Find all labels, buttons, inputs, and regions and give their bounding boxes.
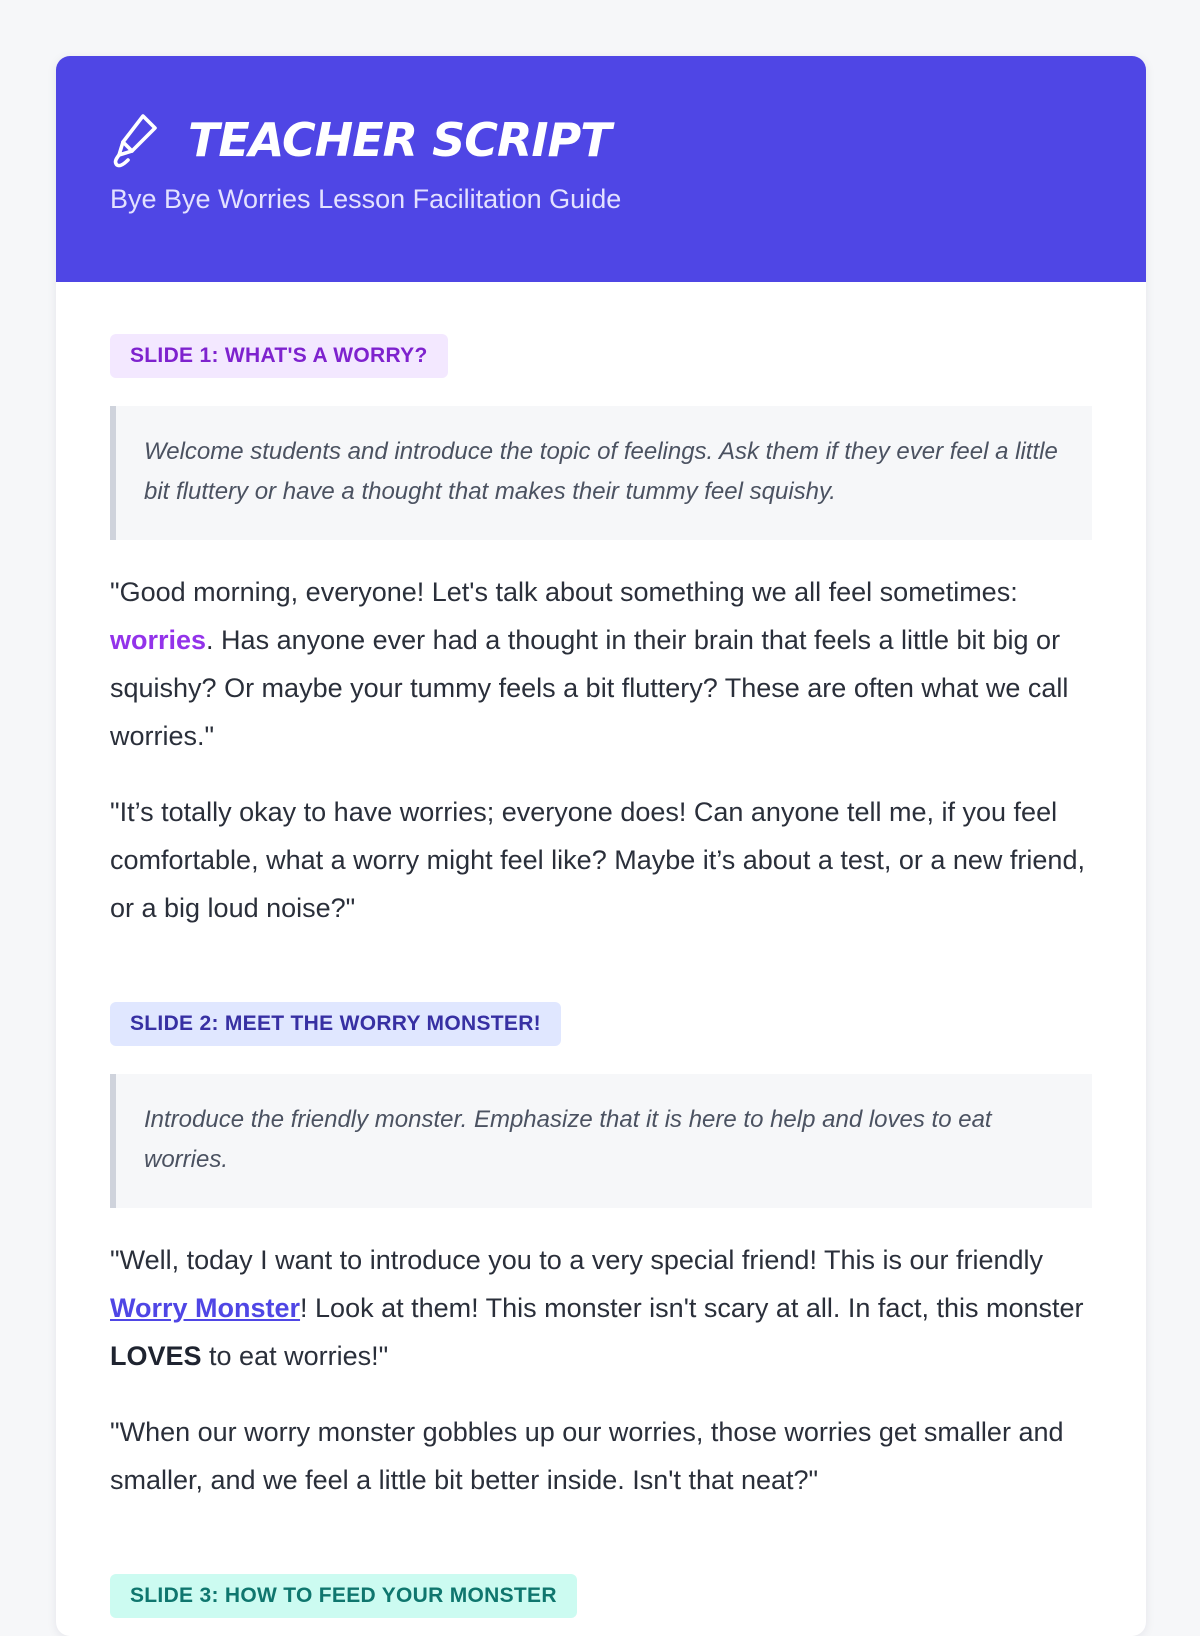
script-content (56, 282, 1146, 1618)
keyword-highlight: worries (110, 625, 207, 655)
slide-badge-1: SLIDE 1: WHAT'S A WORRY? (110, 334, 448, 378)
paragraph-text: . Has anyone ever had a thought in their brain that feels a little bit big or squishy? Or maybe your tummy feels a bit fluttery? These are often what we call worries." (110, 625, 1069, 751)
facilitator-note: Introduce the friendly monster. Emphasize that it is here to help and loves to eat worries. (110, 1074, 1092, 1208)
paragraph-text: ! Look at them! This monster isn't scary at all. In fact, this monster (300, 1293, 1084, 1323)
script-paragraph (110, 1236, 1092, 1380)
slide-section-1 (110, 334, 1092, 932)
page-title: TEACHER SCRIPT (188, 113, 611, 167)
emphasis-text: LOVES (110, 1341, 202, 1371)
script-header (56, 56, 1146, 282)
script-paragraph: "It’s totally okay to have worries; everyone does! Can anyone tell me, if you feel comfortable, what a worry might feel like? Maybe it’s about a test, or a new friend, or a big loud noise?" (110, 797, 1085, 923)
script-paragraph (110, 568, 1092, 760)
teacher-script-card (56, 56, 1146, 1636)
paragraph-text: "Well, today I want to introduce you to a very special friend! This is our friendly (110, 1245, 1044, 1275)
script-paragraph: "When our worry monster gobbles up our worries, those worries get smaller and smaller, and we feel a little bit better inside. Isn't that neat?" (110, 1417, 1064, 1495)
slide-badge-2: SLIDE 2: MEET THE WORRY MONSTER! (110, 1002, 561, 1046)
title-row (110, 110, 1092, 170)
slide-section-2 (110, 1002, 1092, 1504)
paragraph-text: "Good morning, everyone! Let's talk about something we all feel sometimes: (110, 577, 1018, 607)
page-subtitle: Bye Bye Worries Lesson Facilitation Guide (110, 184, 622, 214)
pen-icon (110, 112, 162, 168)
slide-badge-3: SLIDE 3: HOW TO FEED YOUR MONSTER (110, 1574, 577, 1618)
facilitator-note: Welcome students and introduce the topic of feelings. Ask them if they ever feel a little bit fluttery or have a thought that makes their tummy feel squishy. (110, 406, 1092, 540)
worry-monster-link[interactable]: Worry Monster (110, 1293, 301, 1323)
slide-section-3 (110, 1574, 1092, 1618)
paragraph-text: to eat worries!" (201, 1341, 389, 1371)
